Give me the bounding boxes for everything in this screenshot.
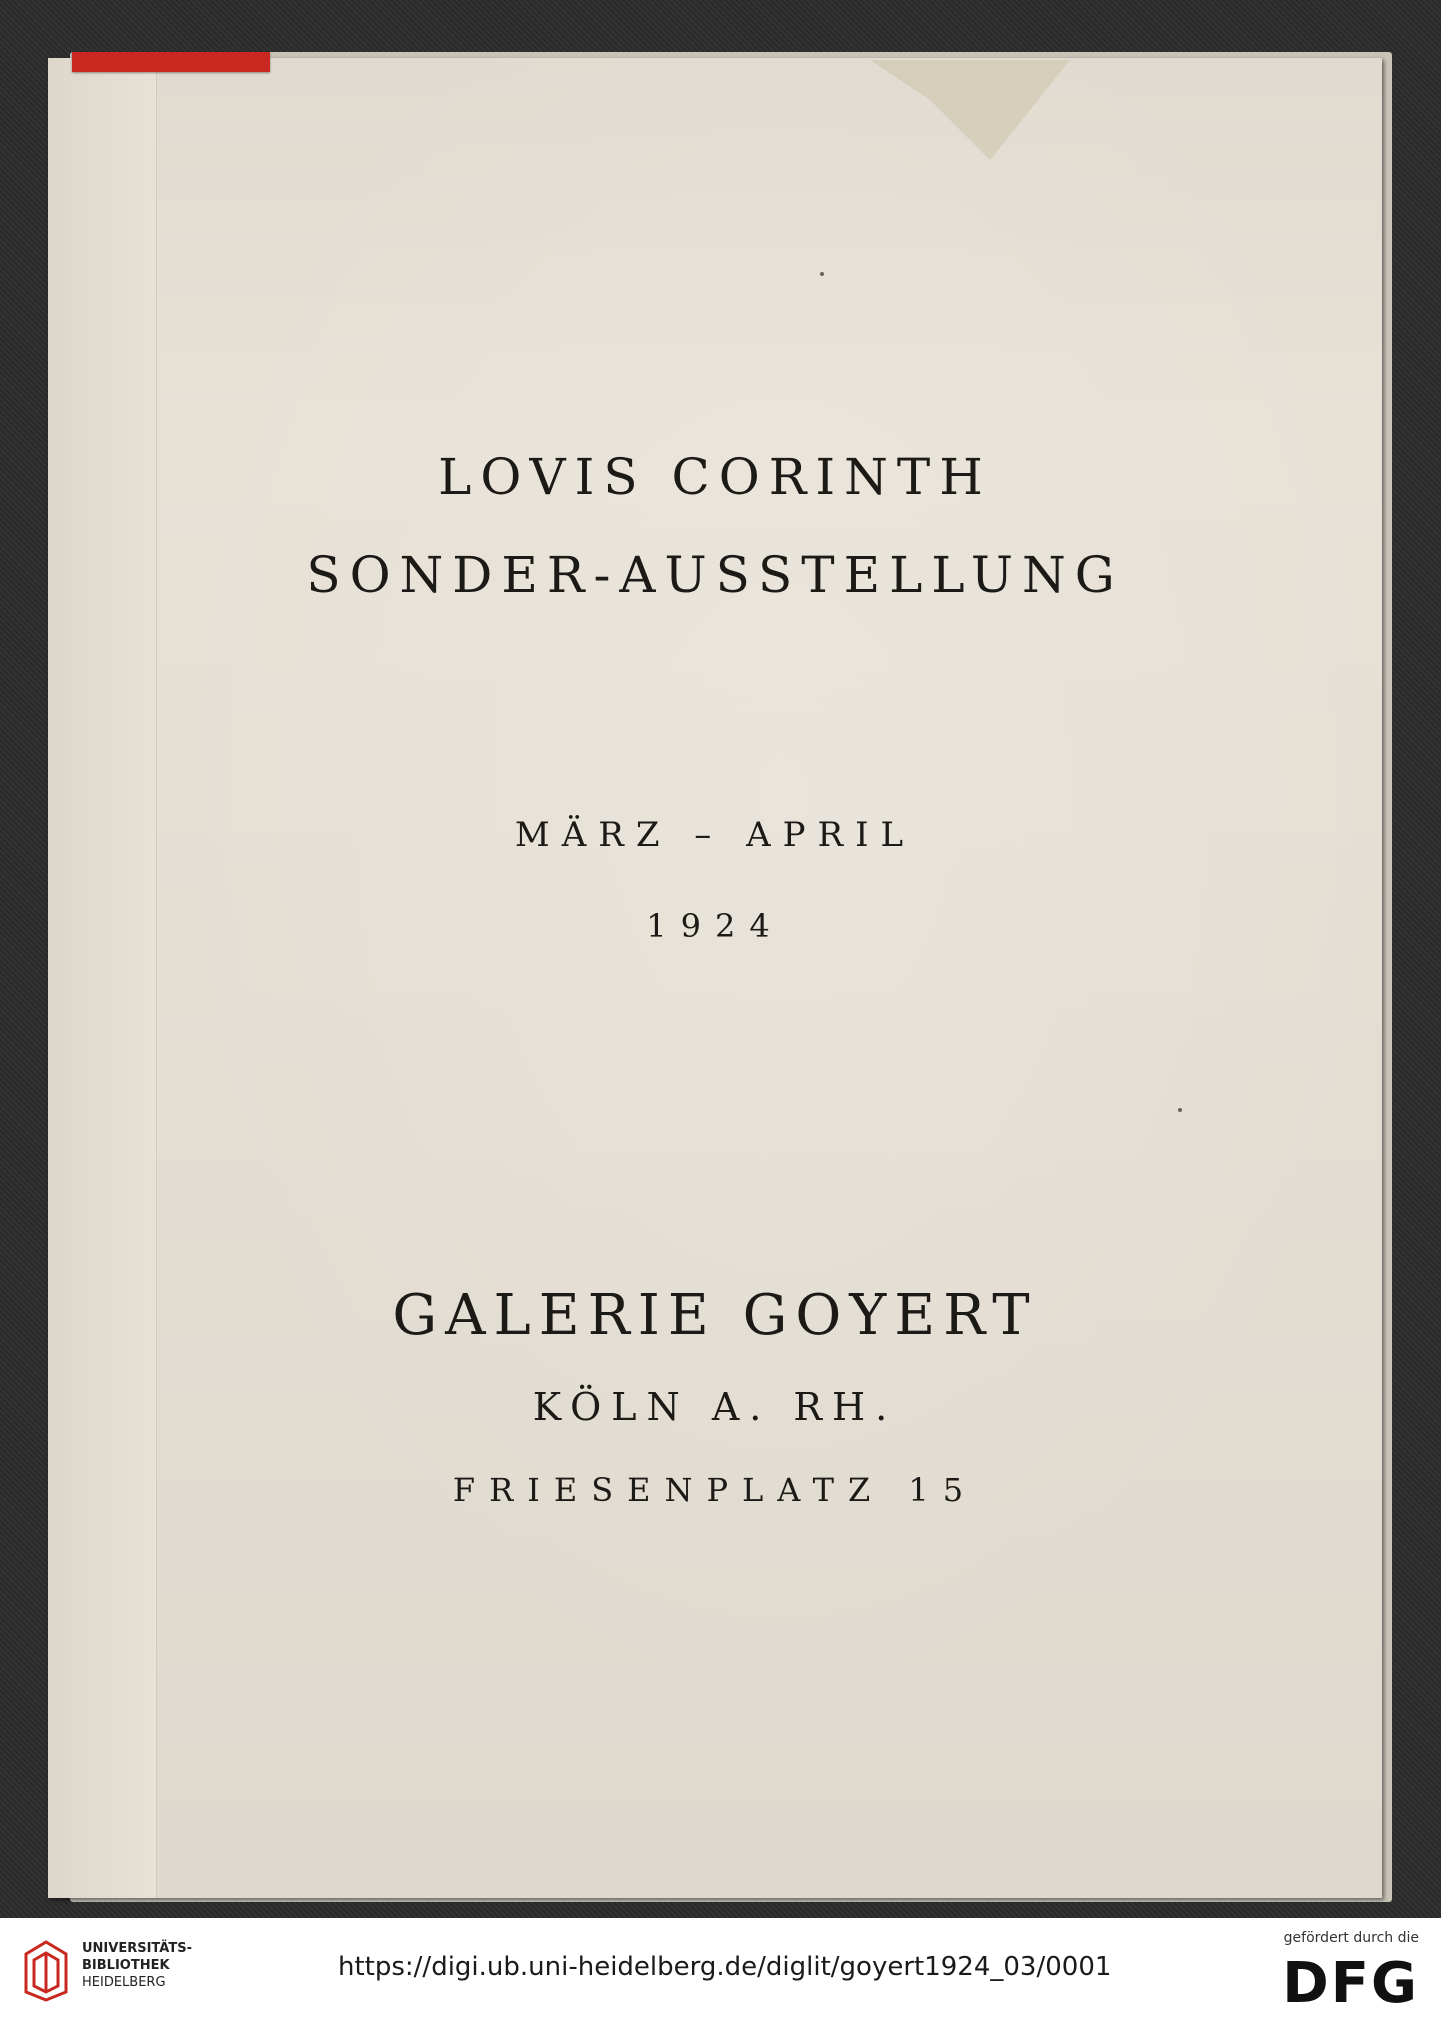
document-page [48,58,1382,1898]
footer-bar [0,1918,1441,2023]
title-line-exhibition: SONDER-AUSSTELLUNG [306,546,1124,604]
date-year: 1924 [646,907,784,945]
funded-by-label: gefördert durch die [1283,1930,1419,1946]
gallery-address: FRIESENPLATZ 15 [452,1471,978,1509]
title-line-artist: LOVIS CORINTH [438,448,992,506]
permalink-url[interactable]: https://digi.ub.uni-heidelberg.de/diglit/goyert1924_03/0001 [338,1952,1112,1982]
dfg-logo: DFG [1282,1951,1419,2016]
library-logo-icon[interactable] [18,1934,74,2004]
gallery-name: GALERIE GOYERT [392,1283,1038,1348]
paper-speck [1178,1108,1182,1112]
library-name: UNIVERSITÄTS- BIBLIOTHEK HEIDELBERG [82,1941,192,1990]
paper-speck [820,272,824,276]
bookmark-tab [72,52,270,72]
gallery-city: KÖLN A. RH. [532,1385,898,1429]
date-months: MÄRZ – APRIL [514,815,916,855]
page-spine [48,58,157,1898]
